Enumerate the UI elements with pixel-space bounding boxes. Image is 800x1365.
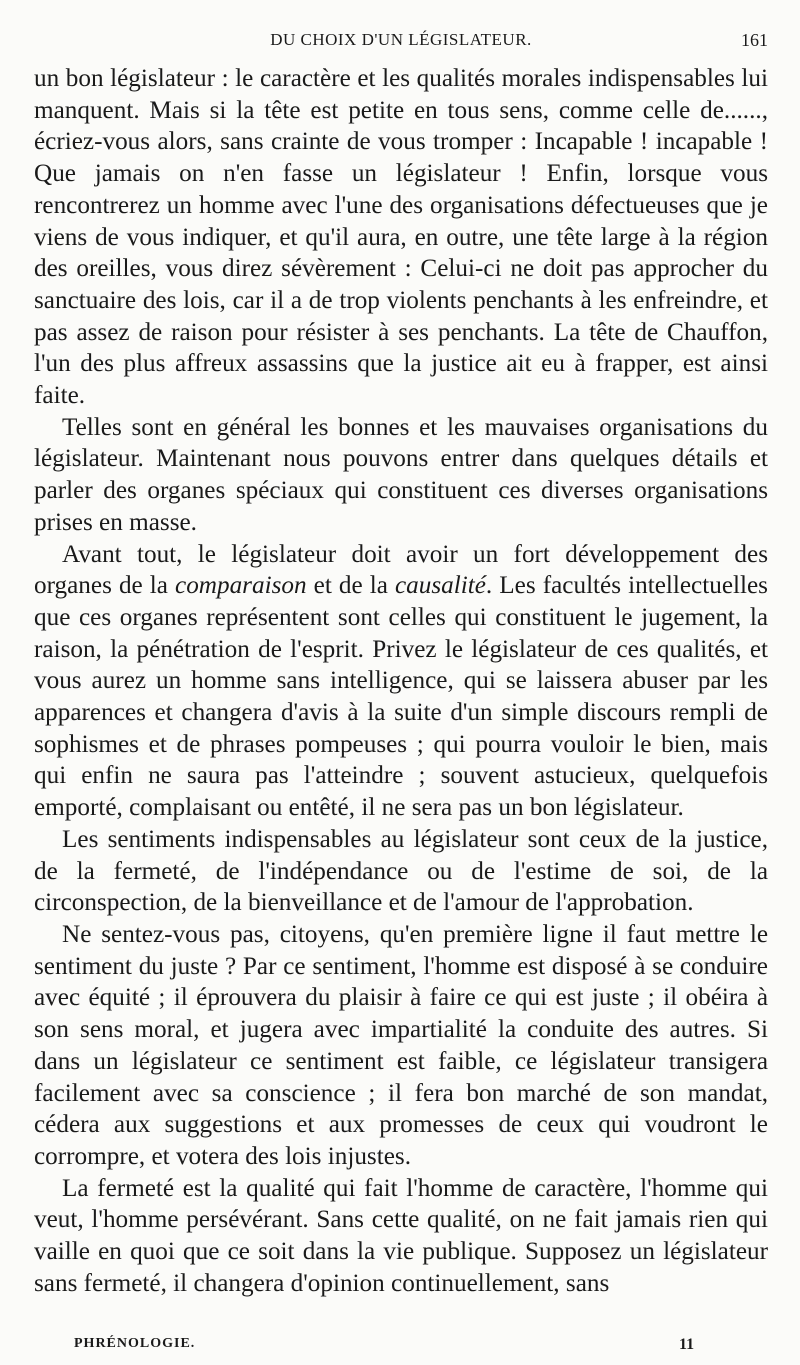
- text-run: Ne sentez-vous pas, citoyens, qu'en première ligne il faut mettre le sentiment du juste ? Par ce sentiment, l'homme est disposé à se conduire avec équité ; il éprouvera du plaisir à faire ce qui est juste ; il obéira à son sens moral, et jugera avec impartialité la conduite des autres. Si dans un législateur ce sentiment est faible, ce législateur transigera facilement avec sa conscience ; il fera bon marché de son mandat, cédera aux suggestions et aux promesses de ceux qui voudront le corrompre, et votera des lois injustes.: [34, 920, 768, 1170]
- italic-term: causalité: [394, 572, 486, 600]
- body-text: [34, 63, 768, 1299]
- text-run: Les sentiments indispensables au législateur sont ceux de la justice, de la fermeté, de l'indépendance ou de l'estime de soi, de la circonspection, de la bienveillance et de l'amour de l'approbation.: [34, 825, 768, 917]
- italic-term: comparaison: [175, 572, 307, 600]
- paragraph-p4: [34, 919, 768, 1173]
- running-head: [34, 30, 768, 56]
- paragraph-p2: [34, 539, 768, 824]
- paragraph-p3: [34, 824, 768, 919]
- text-run: un bon législateur : le caractère et les qualités morales indispensables lui manquent. Mais si la tête est petite en tous sens, comme celle de......, écriez-vous alors, sans crainte de vous tromper : Incapable ! incapable ! Que jamais on n'en fasse un législateur ! Enfin, lorsque vous rencontrerez un homme avec l'une des organisations défectueuses que je viens de vous indiquer, et qu'il aura, en outre, une tête large à la région des oreilles, vous direz sévèrement : Celui-ci ne doit pas approcher du sanctuaire des lois, car il a de trop violents penchants à les enfreindre, et pas assez de raison pour résister à ses penchants. La tête de Chauffon, l'un des plus affreux assassins que la justice ait eu à frapper, est ainsi faite.: [34, 65, 768, 410]
- text-run: La fermeté est la qualité qui fait l'homme de caractère, l'homme qui veut, l'homme persévérant. Sans cette qualité, on ne fait jamais rien qui vaille en quoi que ce soit dans la vie publique. Supposez un législateur sans fermeté, il changera d'opinion continuellement, sans: [34, 1174, 768, 1297]
- page-footer: [74, 1336, 714, 1358]
- paragraph-p5: [34, 1173, 768, 1300]
- paragraph-p1: [34, 412, 768, 539]
- text-run: et de la: [306, 572, 395, 600]
- text-run: Avant tout, le législateur doit avoir un fort développement des organes de la: [34, 540, 768, 600]
- page-number: 161: [741, 30, 768, 50]
- text-run: Telles sont en général les bonnes et les mauvaises organisations du législateur. Maintenant nous pouvons entrer dans quelques détails et parler des organes spéciaux qui constituent ces diverses organisations prises en masse.: [34, 413, 768, 536]
- signature-mark: PHRÉNOLOGIE.: [74, 1336, 196, 1351]
- running-title: DU CHOIX D'UN LÉGISLATEUR.: [270, 30, 532, 49]
- text-run: . Les facultés intellectuelles que ces organes représentent sont celles qui constituent le jugement, la raison, la pénétration de l'esprit. Privez le législateur de ces qualités, et vous aurez un homme sans intelligence, qui se laissera abuser par les apparences et changera d'avis à la suite d'un simple discours rempli de sophismes et de phrases pompeuses ; qui pourra vouloir le bien, mais qui enfin ne saura pas l'atteindre ; souvent astucieux, quelquefois emporté, complaisant ou entêté, il ne sera pas un bon législateur.: [34, 572, 768, 822]
- sheet-number: 11: [679, 1336, 695, 1353]
- paragraph-p0: [34, 63, 768, 412]
